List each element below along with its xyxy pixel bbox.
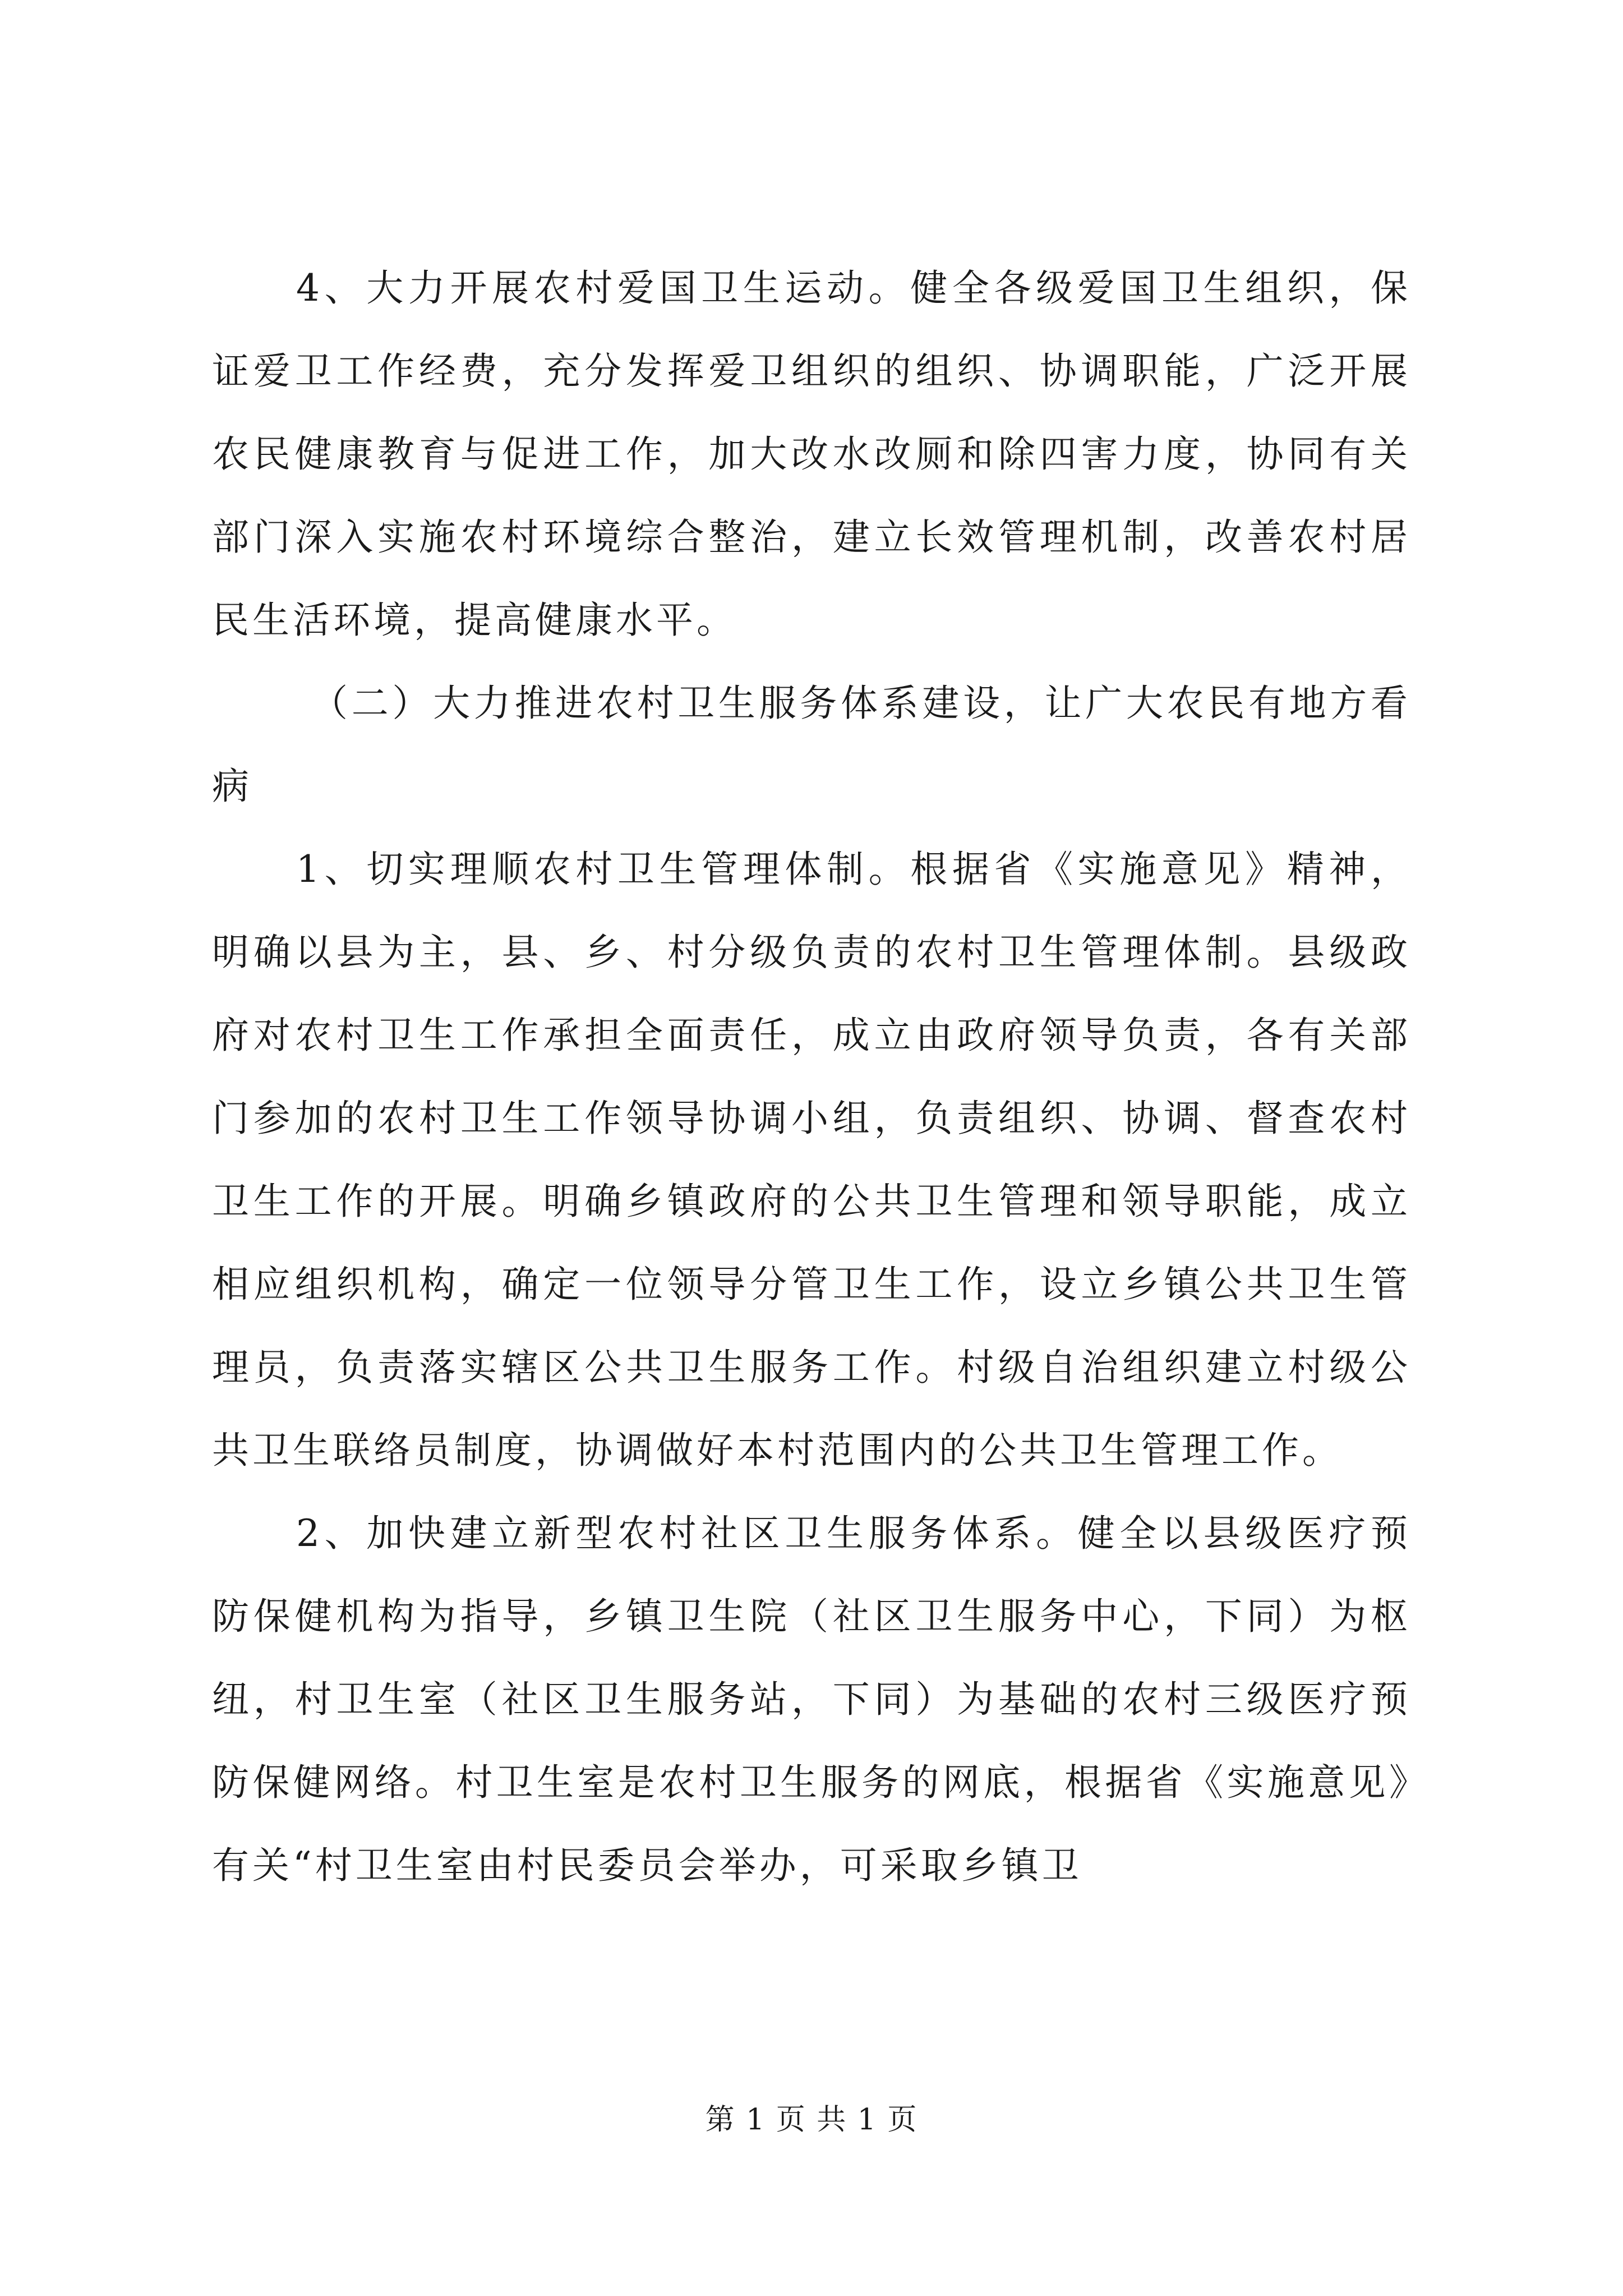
paragraph-4-patriotic-health: 4、大力开展农村爱国卫生运动。健全各级爱国卫生组织，保证爱卫工作经费，充分发挥爱卫组织的组织、协调职能，广泛开展农民健康教育与促进工作，加大改水改厕和除四害力度，协同有关部门深入实施农村环境综合整治，建立长效管理机制，改善农村居民生活环境，提高健康水平。	[212, 266, 1411, 642]
paragraph-2-service-system: 2、加快建立新型农村社区卫生服务体系。健全以县级医疗预防保健机构为指导，乡镇卫生院（社区卫生服务中心，下同）为枢纽，村卫生室（社区卫生服务站，下同）为基础的农村三级医疗预防保健网络。村卫生室是农村卫生服务的网底，根据省《实施意见》有关“村卫生室由村民委员会举办，可采取乡镇卫	[212, 1512, 1411, 1887]
paragraph-1-management-system: 1、切实理顺农村卫生管理体制。根据省《实施意见》精神，明确以县为主，县、乡、村分级负责的农村卫生管理体制。县级政府对农村卫生工作承担全面责任，成立由政府领导负责，各有关部门参加的农村卫生工作领导协调小组，负责组织、协调、督查农村卫生工作的开展。明确乡镇政府的公共卫生管理和领导职能，成立相应组织机构，确定一位领导分管卫生工作，设立乡镇公共卫生管理员，负责落实辖区公共卫生服务工作。村级自治组织建立村级公共卫生联络员制度，协调做好本村范围内的公共卫生管理工作。	[212, 848, 1411, 1472]
document-body	[212, 247, 1411, 1907]
section-heading-2: （二）大力推进农村卫生服务体系建设，让广大农民有地方看病	[212, 682, 1411, 808]
page-footer: 第 1 页 共 1 页	[705, 2103, 918, 2137]
